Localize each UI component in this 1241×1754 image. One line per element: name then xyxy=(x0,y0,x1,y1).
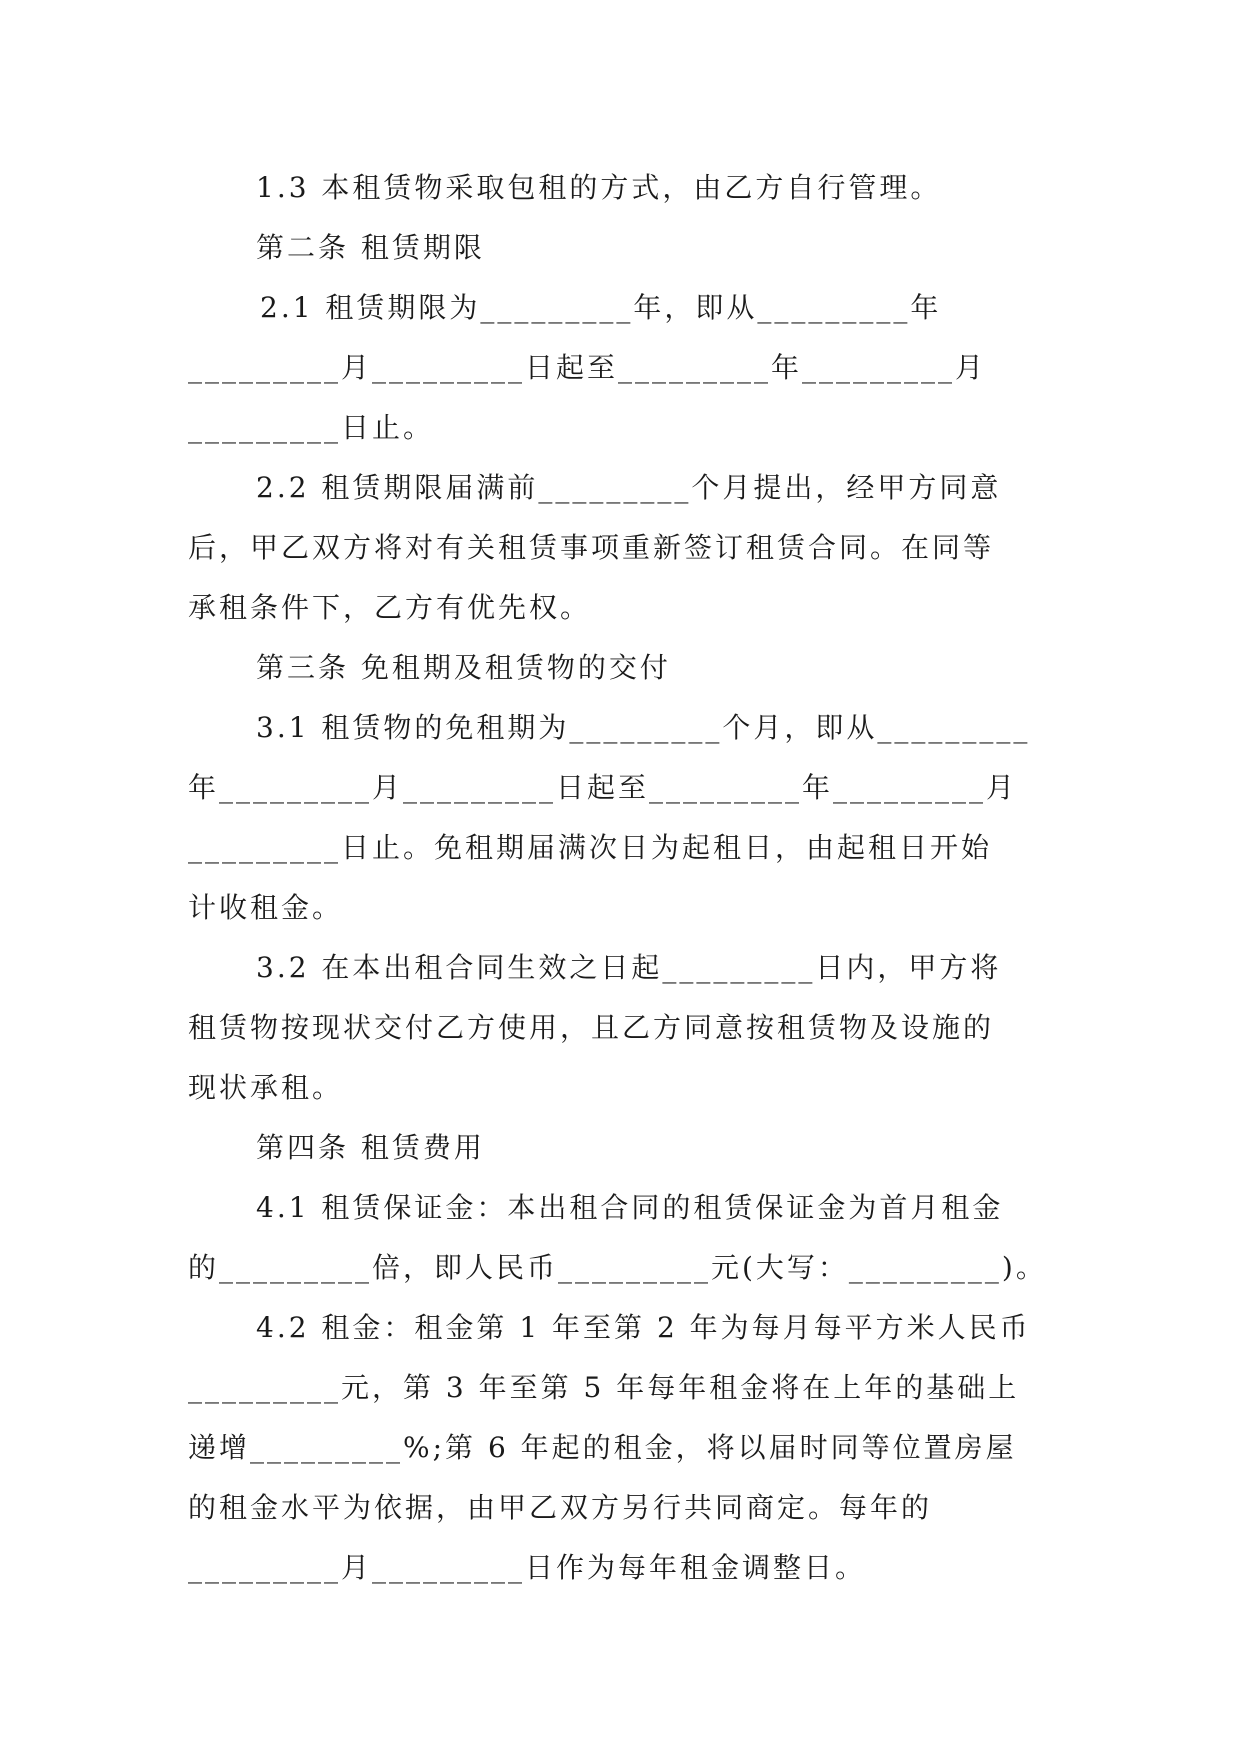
clause-2-2-line-1: 2.2 租赁期限届满前_________个月提出，经甲方同意 xyxy=(256,471,1002,504)
clause-3-1-line-4: 计收租金。 xyxy=(188,891,344,924)
clause-2-1-line-1: 2.1 租赁期限为_________年，即从_________年 xyxy=(260,291,942,324)
clause-3-1-line-3: _________日止。免租期届满次日为起租日，由起租日开始 xyxy=(188,831,993,864)
clause-3-2-line-2: 租赁物按现状交付乙方使用，且乙方同意按租赁物及设施的 xyxy=(188,1011,995,1044)
clause-3-1-line-2: 年_________月_________日起至_________年_________月 xyxy=(188,771,1018,804)
article-3-heading: 第三条 免租期及租赁物的交付 xyxy=(256,651,671,684)
article-2-heading: 第二条 租赁期限 xyxy=(256,231,485,264)
clause-2-2-line-3: 承租条件下，乙方有优先权。 xyxy=(188,591,592,624)
document-page xyxy=(188,158,1054,1598)
clause-4-1-line-2: 的_________倍，即人民币_________元(大写：_________)。 xyxy=(188,1251,1047,1284)
clause-4-1-line-1: 4.1 租赁保证金：本出租合同的租赁保证金为首月租金 xyxy=(256,1191,1004,1224)
article-4-heading: 第四条 租赁费用 xyxy=(256,1131,485,1164)
clause-3-1-line-1: 3.1 租赁物的免租期为_________个月，即从_________ xyxy=(256,711,1031,744)
clause-2-1-line-2: _________月_________日起至_________年_________月 xyxy=(188,351,987,384)
clause-3-2-line-3: 现状承租。 xyxy=(188,1071,344,1104)
clause-1-3: 1.3 本租赁物采取包租的方式，由乙方自行管理。 xyxy=(256,171,942,204)
clause-2-1-line-3: _________日止。 xyxy=(188,411,435,444)
clause-3-2-line-1: 3.2 在本出租合同生效之日起_________日内，甲方将 xyxy=(256,951,1002,984)
clause-4-2-line-4: 的租金水平为依据，由甲乙双方另行共同商定。每年的 xyxy=(188,1491,933,1524)
clause-2-2-line-2: 后，甲乙双方将对有关租赁事项重新签订租赁合同。在同等 xyxy=(188,531,995,564)
clause-4-2-line-1: 4.2 租金：租金第 1 年至第 2 年为每月每平方米人民币 xyxy=(256,1311,1031,1344)
clause-4-2-line-2: _________元，第 3 年至第 5 年每年租金将在上年的基础上 xyxy=(188,1371,1020,1404)
clause-4-2-line-3: 递增_________%;第 6 年起的租金，将以届时同等位置房屋 xyxy=(188,1431,1017,1464)
clause-4-2-line-5: _________月_________日作为每年租金调整日。 xyxy=(188,1551,867,1584)
